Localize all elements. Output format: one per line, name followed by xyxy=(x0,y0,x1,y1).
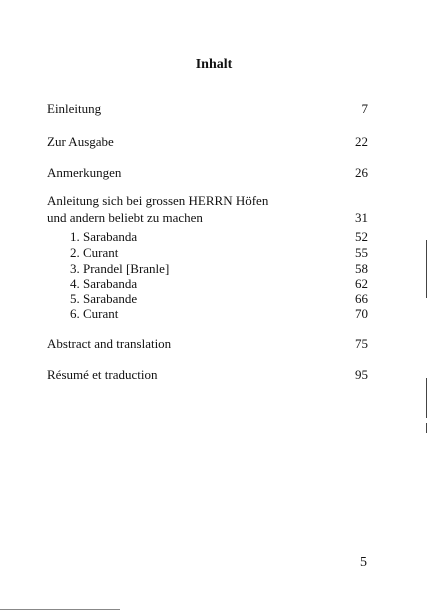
toc-entry-page: 7 xyxy=(361,101,368,116)
scan-edge-mark xyxy=(426,423,427,433)
toc-entry-page: 26 xyxy=(355,165,368,180)
toc-entry-label: Résumé et traduction xyxy=(47,367,158,382)
toc-subentry-page: 70 xyxy=(355,306,368,321)
toc-entry-label: Anmerkungen xyxy=(47,165,122,180)
toc-entry-page: 31 xyxy=(355,210,368,225)
toc-subentry-page: 55 xyxy=(355,245,368,260)
toc-entry-page: 95 xyxy=(355,367,368,382)
toc-subentry-page: 66 xyxy=(355,291,368,306)
toc-subentry-label: 4. Sarabanda xyxy=(70,276,138,291)
bottom-rule xyxy=(0,609,120,610)
page-title: Inhalt xyxy=(195,57,233,72)
toc-entry-label: Zur Ausgabe xyxy=(47,134,114,149)
toc-subentry-page: 62 xyxy=(355,276,368,291)
toc-subentry-label: 1. Sarabanda xyxy=(70,229,138,244)
scan-edge-mark xyxy=(426,378,427,418)
toc-entry-label: Anleitung sich bei grossen HERRN Höfen xyxy=(47,193,269,208)
toc-subentry-label: 6. Curant xyxy=(70,306,119,321)
toc-subentry-label: 3. Prandel [Branle] xyxy=(70,261,170,276)
toc-entry-label: Einleitung xyxy=(47,101,102,116)
toc-entry-page: 22 xyxy=(355,134,368,149)
toc-subentry-page: 52 xyxy=(355,229,368,244)
toc-subentry-label: 2. Curant xyxy=(70,245,119,260)
folio-page-number: 5 xyxy=(360,555,367,570)
toc-subentry-page: 58 xyxy=(355,261,368,276)
toc-entry-label-line2: und andern beliebt zu machen xyxy=(47,210,203,225)
toc-entry-page: 75 xyxy=(355,336,368,351)
toc-subentry-label: 5. Sarabande xyxy=(70,291,138,306)
toc-entry-label: Abstract and translation xyxy=(47,336,172,351)
scan-edge-mark xyxy=(426,240,427,298)
